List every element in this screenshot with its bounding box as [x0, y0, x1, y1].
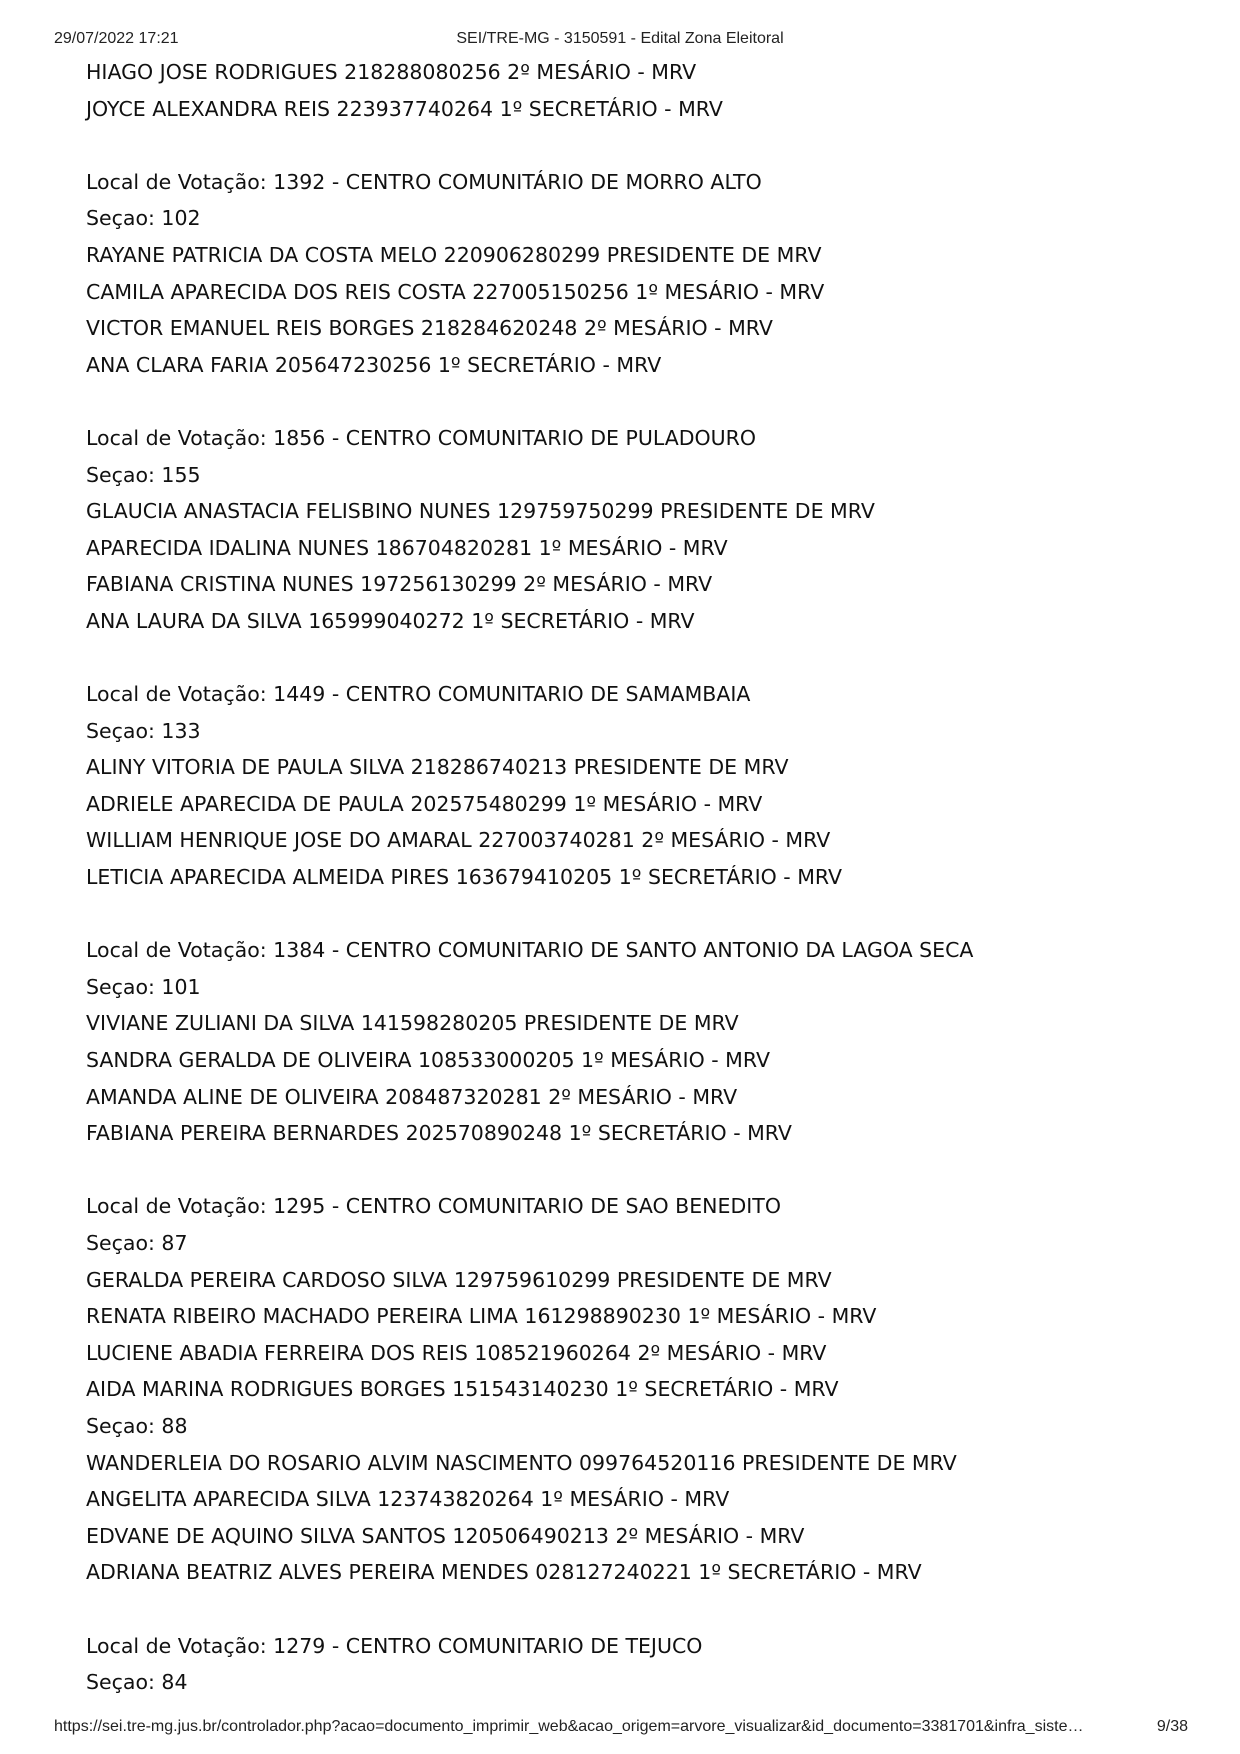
polling-place-heading: Local de Votação: 1392 - CENTRO COMUNITÁRIO DE MORRO ALTO: [86, 169, 762, 194]
section-number: Seçao: 102: [86, 206, 201, 231]
document-body: [86, 54, 1186, 1701]
text-line: ADRIELE APARECIDA DE PAULA 202575480299 1º MESÁRIO - MRV: [86, 791, 763, 816]
text-line: VIVIANE ZULIANI DA SILVA 141598280205 PRESIDENTE DE MRV: [86, 1011, 739, 1036]
blank-line: [86, 640, 1186, 677]
section-number: Seçao: 155: [86, 462, 201, 487]
blank-line: [86, 127, 1186, 164]
polling-place-heading: Local de Votação: 1449 - CENTRO COMUNITARIO DE SAMAMBAIA: [86, 682, 751, 707]
text-line: WILLIAM HENRIQUE JOSE DO AMARAL 227003740281 2º MESÁRIO - MRV: [86, 828, 831, 853]
text-line: EDVANE DE AQUINO SILVA SANTOS 120506490213 2º MESÁRIO - MRV: [86, 1523, 805, 1548]
polling-place-heading: Local de Votação: 1279 - CENTRO COMUNITARIO DE TEJUCO: [86, 1633, 703, 1658]
document-url: https://sei.tre-mg.jus.br/controlador.php?acao=documento_imprimir_web&acao_origem=arvore_visualizar&id_documento=3381701&infra_siste…: [54, 1718, 1084, 1735]
text-line: ANA LAURA DA SILVA 165999040272 1º SECRETÁRIO - MRV: [86, 608, 695, 633]
text-line: CAMILA APARECIDA DOS REIS COSTA 227005150256 1º MESÁRIO - MRV: [86, 279, 825, 304]
print-datetime: 29/07/2022 17:21: [54, 30, 179, 47]
text-line: GLAUCIA ANASTACIA FELISBINO NUNES 129759750299 PRESIDENTE DE MRV: [86, 499, 875, 524]
page-number: 9/38: [1156, 1718, 1188, 1735]
polling-place-heading: Local de Votação: 1295 - CENTRO COMUNITARIO DE SAO BENEDITO: [86, 1194, 781, 1219]
text-line: LUCIENE ABADIA FERREIRA DOS REIS 108521960264 2º MESÁRIO - MRV: [86, 1340, 827, 1365]
section-number: Seçao: 101: [86, 974, 201, 999]
text-line: FABIANA PEREIRA BERNARDES 202570890248 1º SECRETÁRIO - MRV: [86, 1121, 792, 1146]
text-line: SANDRA GERALDA DE OLIVEIRA 108533000205 1º MESÁRIO - MRV: [86, 1048, 770, 1073]
blank-line: [86, 1591, 1186, 1628]
polling-place-heading: Local de Votação: 1856 - CENTRO COMUNITARIO DE PULADOURO: [86, 425, 757, 450]
section-number: Seçao: 87: [86, 1231, 188, 1255]
text-line: APARECIDA IDALINA NUNES 186704820281 1º MESÁRIO - MRV: [86, 535, 728, 560]
polling-place-heading: Local de Votação: 1384 - CENTRO COMUNITARIO DE SANTO ANTONIO DA LAGOA SECA: [86, 938, 974, 963]
section-number: Seçao: 88: [86, 1413, 188, 1438]
text-line: VICTOR EMANUEL REIS BORGES 218284620248 2º MESÁRIO - MRV: [86, 316, 773, 341]
text-line: GERALDA PEREIRA CARDOSO SILVA 129759610299 PRESIDENTE DE MRV: [86, 1267, 832, 1292]
blank-line: [86, 1152, 1186, 1189]
document-title: SEI/TRE-MG - 3150591 - Edital Zona Eleitoral: [456, 30, 784, 47]
text-line: ADRIANA BEATRIZ ALVES PEREIRA MENDES 028127240221 1º SECRETÁRIO - MRV: [86, 1560, 922, 1585]
text-line: AMANDA ALINE DE OLIVEIRA 208487320281 2º MESÁRIO - MRV: [86, 1084, 738, 1109]
blank-line: [86, 896, 1186, 933]
text-line: LETICIA APARECIDA ALMEIDA PIRES 163679410205 1º SECRETÁRIO - MRV: [86, 865, 843, 890]
section-number: Seçao: 133: [86, 718, 201, 743]
text-line: AIDA MARINA RODRIGUES BORGES 151543140230 1º SECRETÁRIO - MRV: [86, 1377, 839, 1402]
text-line: WANDERLEIA DO ROSARIO ALVIM NASCIMENTO 099764520116 PRESIDENTE DE MRV: [86, 1450, 957, 1475]
text-line: ANA CLARA FARIA 205647230256 1º SECRETÁRIO - MRV: [86, 352, 662, 377]
text-line: ANGELITA APARECIDA SILVA 123743820264 1º MESÁRIO - MRV: [86, 1487, 730, 1512]
section-number: Seçao: 84: [86, 1670, 188, 1695]
text-line: ALINY VITORIA DE PAULA SILVA 218286740213 PRESIDENTE DE MRV: [86, 755, 789, 780]
text-line: HIAGO JOSE RODRIGUES 218288080256 2º MESÁRIO - MRV: [86, 60, 697, 84]
text-line: RAYANE PATRICIA DA COSTA MELO 220906280299 PRESIDENTE DE MRV: [86, 242, 822, 267]
blank-line: [86, 383, 1186, 420]
text-line: JOYCE ALEXANDRA REIS 223937740264 1º SECRETÁRIO - MRV: [86, 96, 723, 121]
text-line: FABIANA CRISTINA NUNES 197256130299 2º MESÁRIO - MRV: [86, 572, 713, 597]
text-line: RENATA RIBEIRO MACHADO PEREIRA LIMA 161298890230 1º MESÁRIO - MRV: [86, 1304, 877, 1329]
